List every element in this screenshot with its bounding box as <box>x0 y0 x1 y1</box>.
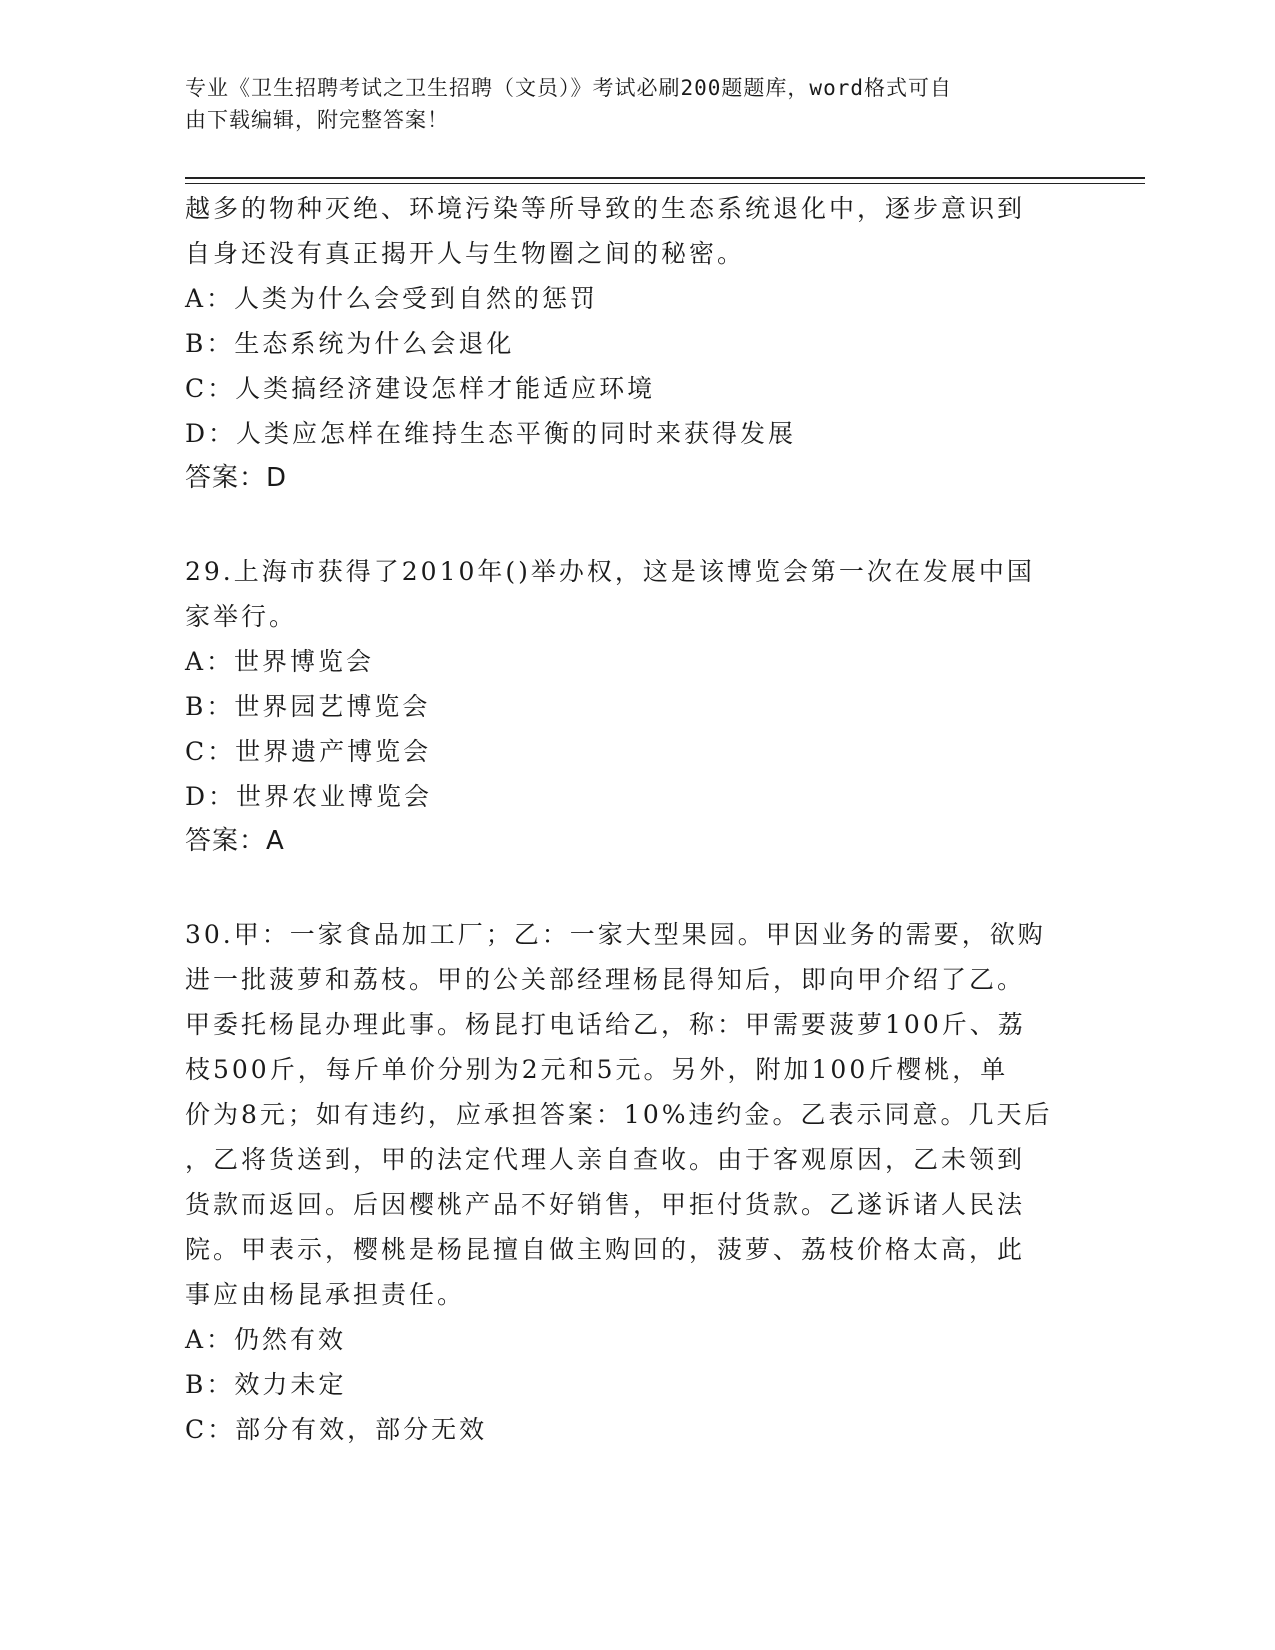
question-28 <box>185 186 1065 501</box>
spacer <box>185 501 1065 549</box>
question-text-line: ，乙将货送到，甲的法定代理人亲自查收。由于客观原因，乙未领到 <box>185 1145 1026 1174</box>
question-text-line: 家举行。 <box>185 602 298 631</box>
question-text-line: 货款而返回。后因樱桃产品不好销售，甲拒付货款。乙遂诉诸人民法 <box>185 1190 1026 1219</box>
question-text-line: 院。甲表示，樱桃是杨昆擅自做主购回的，菠萝、荔枝价格太高，此 <box>185 1235 1026 1264</box>
answer-line: 答案：A <box>185 826 285 856</box>
option-a: A：人类为什么会受到自然的惩罚 <box>185 284 599 313</box>
option-a: A：仍然有效 <box>185 1325 347 1354</box>
option-c: C：部分有效，部分无效 <box>185 1415 488 1444</box>
question-30 <box>185 912 1065 1452</box>
spacer <box>185 864 1065 912</box>
header-divider-thin <box>185 183 1145 184</box>
question-text-line: 甲委托杨昆办理此事。杨昆打电话给乙，称：甲需要菠萝100斤、荔 <box>185 1010 1026 1039</box>
option-a: A：世界博览会 <box>185 647 375 676</box>
document-body <box>185 186 1065 1452</box>
question-text-line: 越多的物种灭绝、环境污染等所导致的生态系统退化中，逐步意识到 <box>185 194 1026 223</box>
header-divider-thick <box>185 177 1145 179</box>
option-b: B：世界园艺博览会 <box>185 692 431 721</box>
answer-line: 答案：D <box>185 463 288 493</box>
document-header <box>185 72 1065 136</box>
question-text-line: 价为8元；如有违约，应承担答案：10%违约金。乙表示同意。几天后 <box>185 1100 1053 1129</box>
header-line-1: 专业《卫生招聘考试之卫生招聘（文员）》考试必刷200题题库，word格式可自 <box>185 76 952 100</box>
option-b: B：生态系统为什么会退化 <box>185 329 515 358</box>
header-line-2: 由下载编辑，附完整答案！ <box>185 108 449 132</box>
option-d: D：人类应怎样在维持生态平衡的同时来获得发展 <box>185 419 797 448</box>
question-text-line: 枝500斤，每斤单价分别为2元和5元。另外，附加100斤樱桃，单 <box>185 1055 1009 1084</box>
question-text-line: 事应由杨昆承担责任。 <box>185 1280 466 1309</box>
question-29 <box>185 549 1065 864</box>
option-b: B：效力未定 <box>185 1370 347 1399</box>
question-text-line: 自身还没有真正揭开人与生物圈之间的秘密。 <box>185 239 746 268</box>
option-c: C：世界遗产博览会 <box>185 737 432 766</box>
question-text-line: 进一批菠萝和荔枝。甲的公关部经理杨昆得知后，即向甲介绍了乙。 <box>185 965 1026 994</box>
question-text-line: 29.上海市获得了2010年()举办权，这是该博览会第一次在发展中国 <box>185 557 1035 586</box>
question-text-line: 30.甲：一家食品加工厂；乙：一家大型果园。甲因业务的需要，欲购 <box>185 920 1046 949</box>
option-d: D：世界农业博览会 <box>185 782 433 811</box>
option-c: C：人类搞经济建设怎样才能适应环境 <box>185 374 656 403</box>
